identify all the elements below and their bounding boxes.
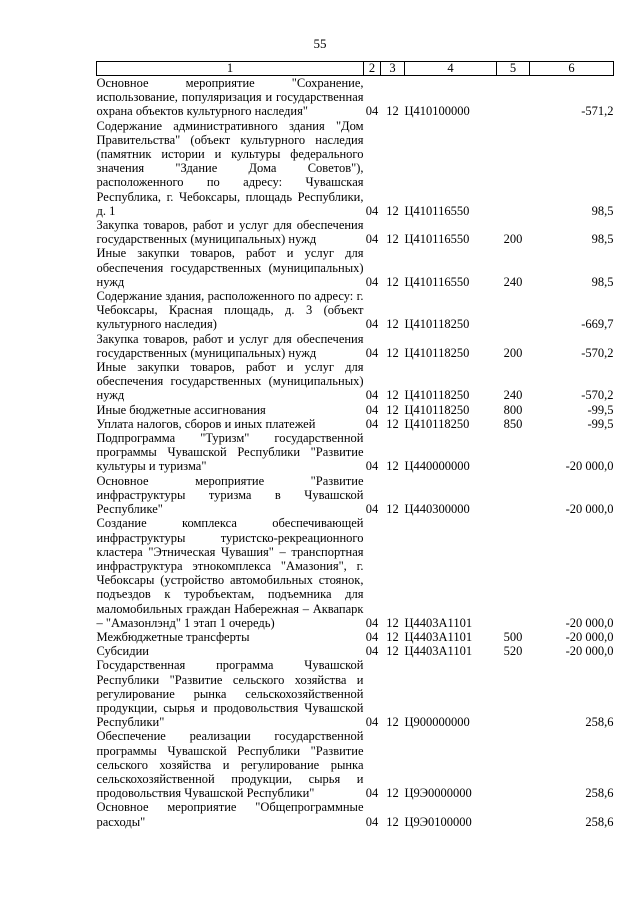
section-code: 04 bbox=[365, 317, 379, 332]
section-code: 04 bbox=[365, 814, 379, 829]
row-name: Иные закупки товаров, работ и услуг для обеспечения государственных (муниципальных) нужд bbox=[96, 246, 364, 289]
target-article-code: Ц4403А1101 bbox=[404, 644, 473, 659]
expense-type-code bbox=[497, 431, 530, 474]
table-row bbox=[97, 644, 614, 658]
table-body bbox=[97, 76, 614, 829]
target-article-code: Ц4403А1101 bbox=[404, 615, 473, 630]
amount: -570,2 bbox=[581, 345, 614, 360]
subsection-code: 12 bbox=[386, 416, 399, 431]
row-name: Создание комплекса обеспечивающей инфраструктуры туристско-рекреационного кластера "Этническая Чувашия" – транспортная инфраструктура этнокомплекса "Амазония", г. Чебоксары (устройство автомобильных стоянок, подъездов к туробъектам, подъемника для маломобильных граждан Набережная – Аквапарк – "Амазонлэнд" 1 этап 1 очередь) bbox=[96, 516, 364, 630]
row-name: Основное мероприятие "Развитие инфраструктуры туризма в Чувашской Республике" bbox=[96, 473, 364, 517]
section-code: 04 bbox=[365, 402, 379, 417]
row-name: Основное мероприятие "Сохранение, использование, популяризация и государственная охрана объектов культурного наследия" bbox=[96, 76, 364, 119]
table-row bbox=[97, 630, 614, 644]
row-name: Иные бюджетные ассигнования bbox=[96, 402, 266, 417]
table-row bbox=[97, 246, 614, 289]
subsection-code: 12 bbox=[386, 629, 399, 644]
expense-type-code bbox=[497, 729, 530, 800]
expense-type-code: 520 bbox=[503, 644, 523, 659]
subsection-code: 12 bbox=[386, 232, 399, 247]
subsection-code: 12 bbox=[386, 814, 399, 829]
header-row bbox=[97, 62, 614, 76]
target-article-code: Ц410118250 bbox=[404, 402, 470, 417]
expense-type-code bbox=[497, 658, 530, 729]
row-name: Закупка товаров, работ и услуг для обеспечения государственных (муниципальных) нужд bbox=[96, 218, 364, 247]
expense-type-code bbox=[497, 516, 530, 630]
amount: -669,7 bbox=[581, 317, 614, 332]
target-article-code: Ц440000000 bbox=[404, 459, 470, 474]
section-code: 04 bbox=[365, 715, 379, 730]
expense-type-code: 500 bbox=[503, 629, 523, 644]
target-article-code: Ц410116550 bbox=[404, 232, 470, 247]
row-name: Основное мероприятие "Общепрограммные расходы" bbox=[96, 800, 364, 829]
section-code: 04 bbox=[365, 644, 379, 659]
table-row bbox=[97, 658, 614, 729]
expense-type-code bbox=[497, 474, 530, 517]
target-article-code: Ц410118250 bbox=[404, 416, 470, 431]
expense-type-code: 240 bbox=[503, 388, 523, 403]
amount: 98,5 bbox=[591, 232, 614, 247]
table-row bbox=[97, 474, 614, 517]
subsection-code: 12 bbox=[386, 644, 399, 659]
subsection-code: 12 bbox=[386, 388, 399, 403]
subsection-code: 12 bbox=[386, 715, 399, 730]
table-row bbox=[97, 289, 614, 332]
target-article-code: Ц9Э0000000 bbox=[404, 786, 472, 801]
column-header: 5 bbox=[497, 62, 530, 76]
target-article-code: Ц410116550 bbox=[404, 203, 470, 218]
row-name: Субсидии bbox=[96, 644, 149, 659]
table-row bbox=[97, 403, 614, 417]
table-row bbox=[97, 729, 614, 800]
section-code: 04 bbox=[365, 104, 379, 119]
amount: -570,2 bbox=[581, 388, 614, 403]
expense-type-code bbox=[497, 119, 530, 218]
table-row bbox=[97, 417, 614, 431]
subsection-code: 12 bbox=[386, 274, 399, 289]
column-header: 3 bbox=[381, 62, 405, 76]
subsection-code: 12 bbox=[386, 104, 399, 119]
subsection-code: 12 bbox=[386, 615, 399, 630]
amount: -99,5 bbox=[587, 416, 614, 431]
column-header: 4 bbox=[405, 62, 497, 76]
row-name: Межбюджетные трансферты bbox=[96, 629, 250, 644]
target-article-code: Ц440300000 bbox=[404, 502, 470, 517]
budget-table bbox=[96, 61, 614, 829]
subsection-code: 12 bbox=[386, 402, 399, 417]
target-article-code: Ц410118250 bbox=[404, 345, 470, 360]
expense-type-code: 850 bbox=[503, 416, 523, 431]
table-row bbox=[97, 119, 614, 218]
section-code: 04 bbox=[365, 629, 379, 644]
target-article-code: Ц4403А1101 bbox=[404, 629, 473, 644]
subsection-code: 12 bbox=[386, 203, 399, 218]
subsection-code: 12 bbox=[386, 345, 399, 360]
target-article-code: Ц410118250 bbox=[404, 388, 470, 403]
expense-type-code: 200 bbox=[503, 345, 523, 360]
section-code: 04 bbox=[365, 388, 379, 403]
table-row bbox=[97, 516, 614, 630]
target-article-code: Ц410100000 bbox=[404, 104, 470, 119]
target-article-code: Ц410116550 bbox=[404, 274, 470, 289]
row-name: Уплата налогов, сборов и иных платежей bbox=[96, 416, 316, 431]
row-name: Содержание здания, расположенного по адресу: г. Чебоксары, Красная площадь, д. 3 (объект культурного наследия) bbox=[96, 289, 364, 332]
expense-type-code: 240 bbox=[503, 274, 523, 289]
subsection-code: 12 bbox=[386, 317, 399, 332]
expense-type-code bbox=[497, 800, 530, 828]
table-row bbox=[97, 218, 614, 246]
amount: -571,2 bbox=[581, 104, 614, 119]
section-code: 04 bbox=[365, 502, 379, 517]
amount: 98,5 bbox=[591, 274, 614, 289]
expense-type-code: 200 bbox=[503, 232, 523, 247]
section-code: 04 bbox=[365, 416, 379, 431]
table-row bbox=[97, 431, 614, 474]
table-row bbox=[97, 360, 614, 403]
subsection-code: 12 bbox=[386, 786, 399, 801]
expense-type-code bbox=[497, 76, 530, 119]
amount: -99,5 bbox=[587, 402, 614, 417]
section-code: 04 bbox=[365, 615, 379, 630]
amount: -20 000,0 bbox=[565, 459, 614, 474]
amount: -20 000,0 bbox=[565, 644, 614, 659]
row-name: Подпрограмма "Туризм" государственной программы Чувашской Республики "Развитие культуры и туризма" bbox=[96, 431, 364, 474]
amount: 98,5 bbox=[591, 203, 614, 218]
expense-type-code bbox=[497, 289, 530, 332]
target-article-code: Ц900000000 bbox=[404, 715, 470, 730]
subsection-code: 12 bbox=[386, 459, 399, 474]
table-row bbox=[97, 332, 614, 360]
page-number: 55 bbox=[313, 36, 327, 51]
row-name: Государственная программа Чувашской Республики "Развитие сельского хозяйства и регулирование рынка сельскохозяйственной продукции, сырья и продовольствия Чувашской Республики" bbox=[96, 658, 364, 730]
column-header: 2 bbox=[364, 62, 381, 76]
amount: 258,6 bbox=[585, 814, 614, 829]
section-code: 04 bbox=[365, 232, 379, 247]
amount: 258,6 bbox=[585, 715, 614, 730]
amount: 258,6 bbox=[585, 786, 614, 801]
row-name: Иные закупки товаров, работ и услуг для обеспечения государственных (муниципальных) нужд bbox=[96, 360, 364, 403]
row-name: Обеспечение реализации государственной программы Чувашской Республики "Развитие сельского хозяйства и регулирование рынка сельскохозяйственной продукции, сырья и продовольствия Чувашской Республики" bbox=[96, 729, 364, 801]
row-name: Содержание административного здания "Дом Правительства" (объект культурного наследия (памятник истории и культуры федерального значения "Здание Дома Советов"), расположенного по адресу: Чувашская Республика, г. Чебоксары, площадь Республики, д. 1 bbox=[96, 118, 364, 218]
table-row bbox=[97, 76, 614, 119]
column-header: 6 bbox=[530, 62, 614, 76]
target-article-code: Ц410118250 bbox=[404, 317, 470, 332]
amount: -20 000,0 bbox=[565, 615, 614, 630]
section-code: 04 bbox=[365, 345, 379, 360]
expense-type-code: 800 bbox=[503, 402, 523, 417]
section-code: 04 bbox=[365, 274, 379, 289]
section-code: 04 bbox=[365, 203, 379, 218]
subsection-code: 12 bbox=[386, 502, 399, 517]
column-header: 1 bbox=[97, 62, 364, 76]
table-row bbox=[97, 800, 614, 828]
target-article-code: Ц9Э0100000 bbox=[404, 814, 472, 829]
amount: -20 000,0 bbox=[565, 629, 614, 644]
row-name: Закупка товаров, работ и услуг для обеспечения государственных (муниципальных) нужд bbox=[96, 331, 364, 360]
amount: -20 000,0 bbox=[565, 502, 614, 517]
section-code: 04 bbox=[365, 786, 379, 801]
section-code: 04 bbox=[365, 459, 379, 474]
